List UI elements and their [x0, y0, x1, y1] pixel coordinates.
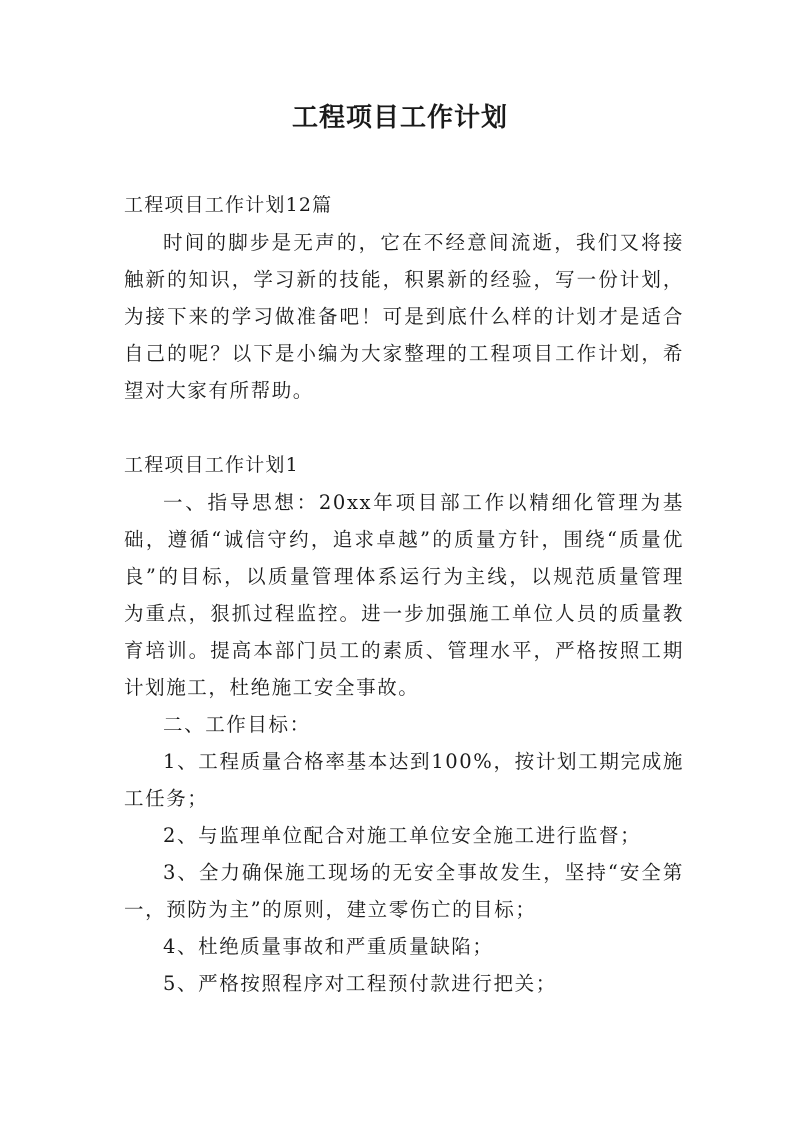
goal-item-4: 4、杜绝质量事故和严重质量缺陷； — [163, 935, 494, 958]
intro-paragraph: 时间的脚步是无声的，它在不经意间流逝，我们又将接触新的知识，学习新的技能，积累新的经验，写一份计划，为接下来的学习做准备吧！可是到底什么样的计划才是适合自己的呢？以下是小编为大家整理的工程项目工作计划，希望对大家有所帮助。 — [124, 231, 684, 402]
goal-item-5: 5、严格按照程序对工程预付款进行把关； — [163, 972, 557, 995]
guiding-ideology-paragraph: 一、指导思想：20xx年项目部工作以精细化管理为基础，遵循“诚信守约，追求卓越”的质量方针，围绕“质量优良”的目标，以质量管理体系运行为主线，以规范质量管理为重点，狠抓过程监控。进一步加强施工单位人员的质量教育培训。提高本部门员工的素质、管理水平，严格按照工期计划施工，杜绝施工安全事故。 — [124, 491, 684, 699]
document-body — [124, 187, 684, 1002]
work-goals-heading: 二、工作目标： — [163, 713, 311, 736]
section-spacer — [124, 409, 684, 447]
intro-heading: 工程项目工作计划12篇 — [124, 194, 333, 216]
document-title: 工程项目工作计划 — [291, 103, 508, 133]
section-heading: 工程项目工作计划1 — [124, 454, 299, 476]
goal-item-3: 3、全力确保施工现场的无安全事故发生，坚持“安全第一，预防为主”的原则，建立零伤亡的目标； — [124, 861, 684, 921]
goal-item-1: 1、工程质量合格率基本达到100%，按计划工期完成施工任务； — [124, 750, 684, 810]
goal-item-2: 2、与监理单位配合对施工单位安全施工进行监督； — [163, 824, 642, 847]
